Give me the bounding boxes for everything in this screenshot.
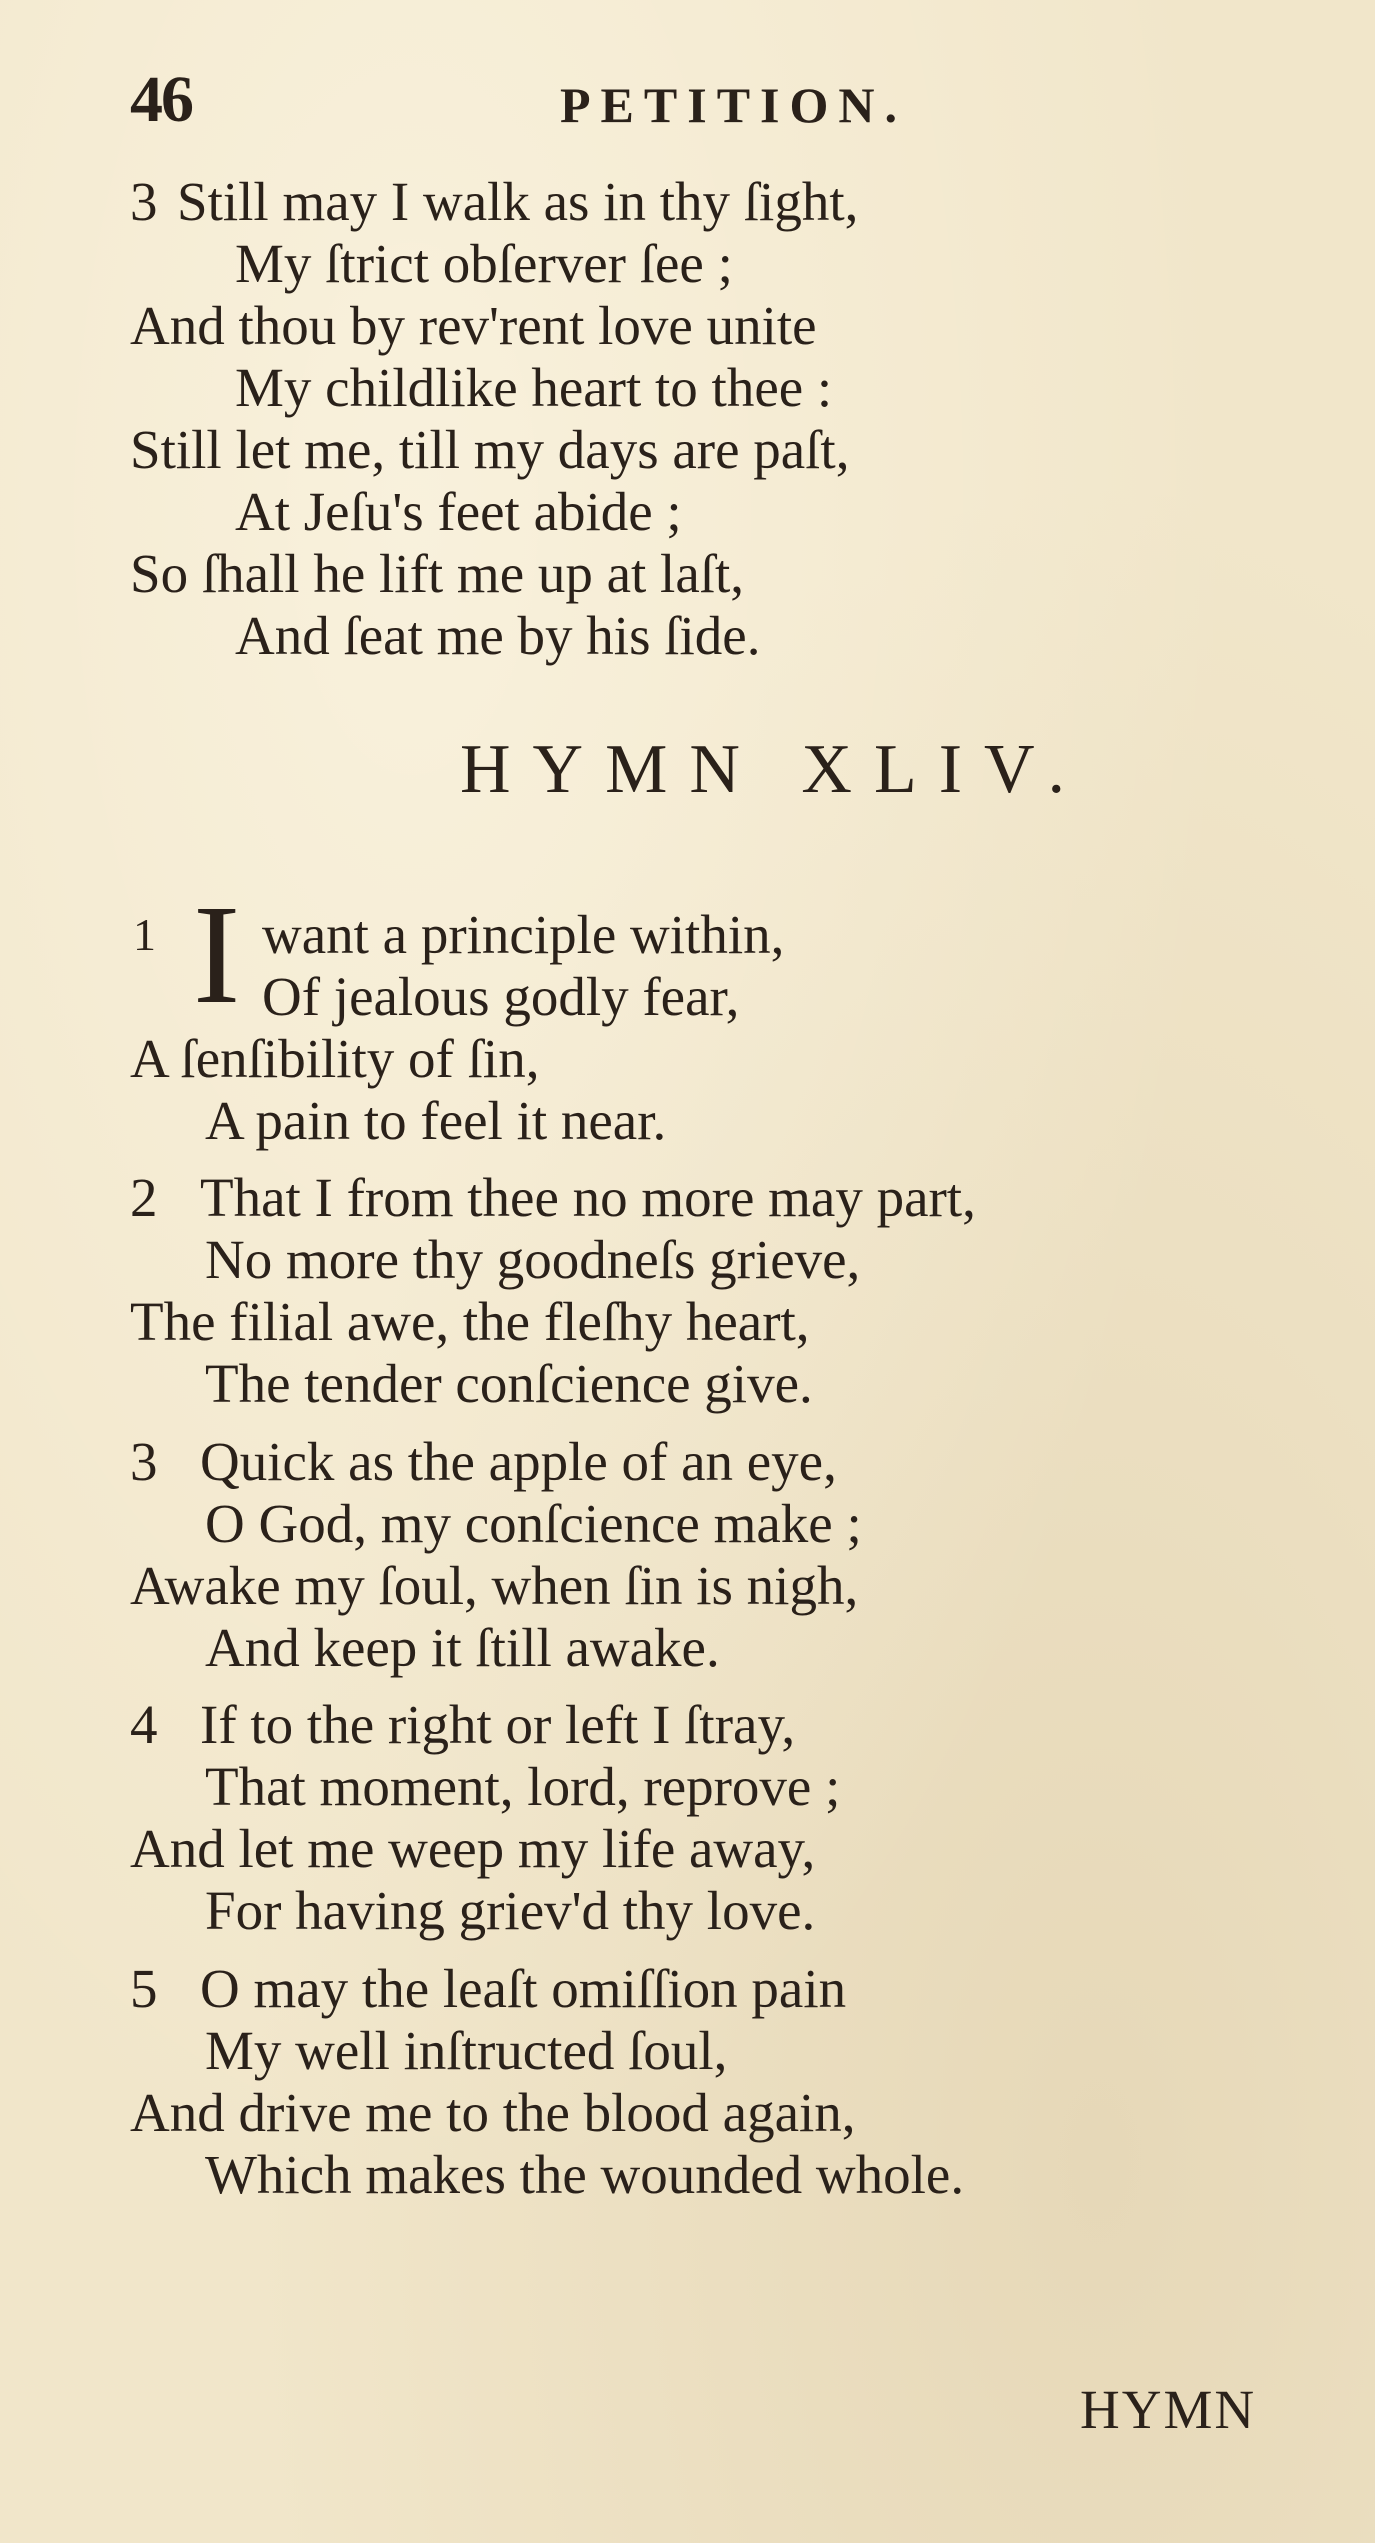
stanza-number: 2 (130, 1167, 158, 1228)
verse-line: O God, my conſcience make ; (205, 1493, 862, 1554)
verse-line: My ſtrict obſerver ſee ; (235, 233, 733, 294)
verse-line: Of jealous godly fear, (262, 966, 740, 1027)
stanza-number: 5 (130, 1958, 158, 2019)
verse-line: A ſenſibility of ſin, (130, 1028, 540, 1089)
verse-line: If to the right or left I ſtray, (200, 1694, 796, 1755)
page-header (130, 62, 1290, 142)
stanza-number: 1 (133, 909, 156, 960)
page-number: 46 (130, 63, 192, 136)
stanza-number: 3 (130, 171, 158, 232)
verse-line: And drive me to the blood again, (130, 2082, 856, 2143)
verse-line: That moment, lord, reprove ; (205, 1756, 841, 1817)
verse-line: A pain to feel it near. (205, 1090, 667, 1151)
stanza-number: 4 (130, 1694, 158, 1755)
catchword: HYMN (1080, 2379, 1257, 2440)
drop-cap: I (193, 875, 241, 1033)
verse-line: So ſhall he lift me up at laſt, (130, 543, 745, 604)
verse-line: No more thy goodneſs grieve, (205, 1229, 861, 1290)
verse-line: For having griev'd thy love. (205, 1880, 816, 1941)
verse-line: want a principle within, (262, 904, 785, 965)
hymn-title: HYMN XLIV. (460, 731, 1088, 808)
verse-line: Still let me, till my days are paſt, (130, 419, 850, 480)
verse-line: The tender conſcience give. (205, 1353, 813, 1414)
verse-line: Quick as the apple of an eye, (200, 1431, 837, 1492)
verse-line: And thou by rev'rent love unite (130, 295, 817, 356)
verse-line: The filial awe, the fleſhy heart, (130, 1291, 810, 1352)
verse-line: Which makes the wounded whole. (205, 2144, 965, 2205)
verse-line: And keep it ſtill awake. (205, 1617, 720, 1678)
verse-line: That I from thee no more may part, (200, 1167, 976, 1228)
verse-line: At Jeſu's feet abide ; (235, 481, 682, 542)
verse-line: Awake my ſoul, when ſin is nigh, (130, 1555, 859, 1616)
verse-line: And ſeat me by his ſide. (235, 605, 761, 666)
stanza-number: 3 (130, 1431, 158, 1492)
verse-line: And let me weep my life away, (130, 1818, 816, 1879)
verse-line: My childlike heart to thee : (235, 357, 833, 418)
verse-line: O may the leaſt omiſſion pain (200, 1958, 847, 2019)
running-head: PETITION. (560, 77, 908, 133)
verse-line: Still may I walk as in thy ſight, (177, 171, 859, 232)
verse-line: My well inſtructed ſoul, (205, 2020, 728, 2081)
